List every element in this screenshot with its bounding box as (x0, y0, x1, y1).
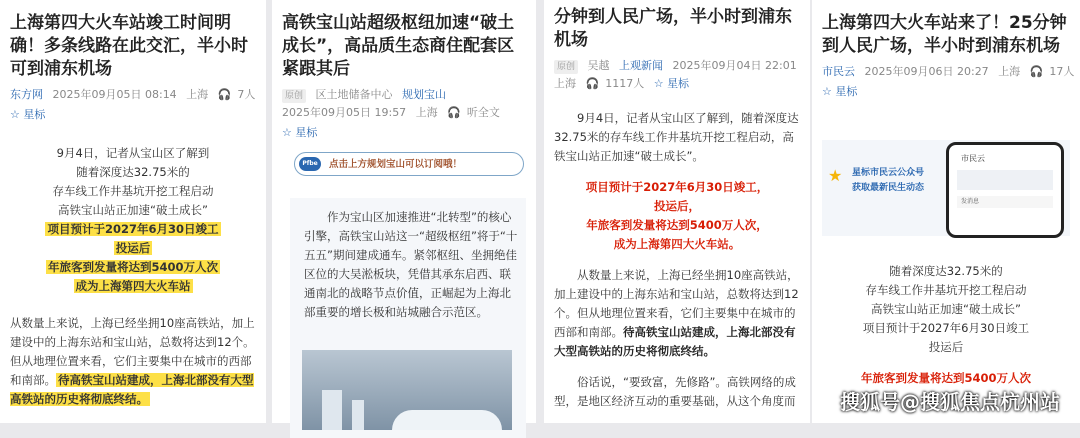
listen-icon: 🎧 (447, 106, 461, 119)
publish-date: 2025年09月05日 08:14 (52, 88, 177, 101)
station-rendering-image (302, 350, 512, 430)
paragraph-text: 从数量上来说，上海已经坐拥10座高铁站，加上建设中的上海东站和宝山站，总数将达到12个。但从地理位置来看，它们主要集中在城市的西部和南部。 (554, 268, 799, 339)
body-paragraph (554, 266, 800, 361)
publish-date: 2025年09月05日 19:57 (282, 106, 407, 119)
listen-icon: 🎧 (217, 88, 232, 101)
phone-mockup (946, 142, 1064, 238)
center-line: 存车线工作井基坑开挖工程启动 (52, 184, 214, 198)
highlight-text: 待高铁宝山站建成，上海北部没有大型高铁站的历史将彻底终结。 (10, 373, 254, 406)
paragraph-text: 作为宝山区加速推进“北转型”的核心引擎，高铁宝山站这一“超级枢纽”将于“十五五”期间建成通车。紧邻枢纽、坐拥绝佳区位的大吴淞板块，凭借其承东启西、联通南北的战略节点价值，正崛起为上海北部重要的增长极和站城融合示范区。 (304, 210, 518, 319)
article-meta (282, 86, 526, 104)
article-panel-3 (544, 0, 810, 423)
center-line: 投运后 (928, 340, 964, 354)
source-link[interactable]: 市民云 (822, 65, 855, 78)
phone-message-button: 发消息 (957, 196, 1053, 208)
original-tag: 原创 (554, 60, 578, 74)
red-line: 项目预计于2027年6月30日竣工， (585, 180, 769, 194)
listen-icon: 🎧 (1029, 65, 1044, 78)
phone-account-name: 市民云 (961, 154, 985, 163)
red-line: 年旅客到发量将达到5400万人次， (586, 218, 768, 232)
star-icon: ☆ (282, 126, 292, 139)
star-button[interactable]: ☆ 星标 (653, 77, 690, 90)
red-highlight-block (554, 178, 800, 254)
star-label: 星标 (295, 126, 318, 139)
article-meta-2 (554, 75, 800, 93)
center-line: 高铁宝山站正加速“破土成长” (871, 302, 1021, 316)
listen-icon: 🎧 (585, 77, 600, 90)
red-line: 投运后， (654, 199, 700, 213)
red-line: 成为上海第四大火车站。 (613, 237, 741, 251)
article-meta (10, 86, 256, 104)
source-link[interactable]: 东方网 (10, 88, 43, 101)
location: 上海 (998, 65, 1021, 78)
star-badge-icon: ★ (828, 166, 843, 185)
center-line: 9月4日，记者从宝山区了解到 (56, 146, 210, 160)
paragraph-text: 9月4日，记者从宝山区了解到，随着深度达32.75米的存车线工作井基坑开挖工程启动，高铁宝山站正加速“破土成长”。 (554, 111, 799, 163)
source-link[interactable]: 规划宝山 (402, 88, 447, 101)
article-title[interactable]: 分钟到人民广场，半小时到浦东机场 (554, 7, 792, 50)
body-paragraph (10, 314, 256, 409)
promo-image (822, 140, 1070, 236)
star-label: 星标 (835, 85, 858, 98)
star-button[interactable] (10, 106, 256, 124)
location: 上海 (186, 88, 209, 101)
star-label: 星标 (23, 108, 46, 121)
paragraph-text: 从数量上来说，上海已经坐拥10座高铁站，加上建设中的上海东站和宝山站，总数将达到12个。但从地理位置来看，它们主要集中在城市的西部和南部。 (10, 316, 255, 387)
listen-button[interactable]: 听全文 (466, 106, 500, 119)
highlight-line: 项目预计于2027年6月30日竣工 (47, 222, 219, 236)
publish-date: 2025年09月04日 22:01 (672, 59, 797, 72)
promo-line: 星标市民云公众号 (852, 168, 925, 178)
article-meta-2 (282, 104, 526, 122)
brand-logo: Pfbe (299, 157, 321, 171)
listener-count: 7人 (237, 88, 256, 101)
location: 上海 (554, 77, 576, 90)
source-link[interactable]: 上观新闻 (619, 59, 664, 72)
article-meta (822, 63, 1075, 81)
highlight-line: 投运后 (115, 241, 151, 255)
paragraph-text: 俗话说，“要致富，先修路”。高铁网络的成型，是地区经济互动的重要基础，从这个角度而 (554, 375, 796, 408)
article-title[interactable]: 上海第四大火车站来了！25分钟到人民广场，半小时到浦东机场 (822, 13, 1067, 56)
publish-date: 2025年09月06日 20:27 (864, 65, 989, 78)
article-panel-4 (812, 0, 1080, 423)
source1[interactable]: 区土地储备中心 (315, 88, 393, 101)
center-text (822, 262, 1070, 388)
promo-line: 获取最新民生动态 (852, 183, 925, 193)
star-button[interactable] (282, 124, 526, 142)
center-line: 随着深度达32.75米的 (76, 165, 190, 179)
center-line: 高铁宝山站正加速“破土成长” (58, 203, 208, 217)
star-icon: ☆ (10, 108, 20, 121)
article-panel-1 (0, 0, 266, 423)
original-tag: 原创 (282, 89, 306, 103)
center-line: 随着深度达32.75米的 (889, 264, 1003, 278)
author: 吴越 (587, 59, 610, 72)
center-line: 存车线工作井基坑开挖工程启动 (865, 283, 1027, 297)
article-meta (554, 57, 800, 75)
center-line: 项目预计于2027年6月30日竣工 (862, 321, 1030, 335)
sohu-watermark: 搜狐号@搜狐焦点杭州站 (840, 390, 1060, 414)
article-title[interactable]: 上海第四大火车站竣工时间明确！多条线路在此交汇，半小时可到浦东机场 (10, 13, 248, 79)
article-panel-2 (272, 0, 536, 423)
location: 上海 (415, 106, 438, 119)
article-title[interactable]: 高铁宝山站超级枢纽加速“破土成长”，高品质生态商住配套区紧跟其后 (282, 13, 515, 79)
listener-count: 1117人 (605, 77, 645, 90)
subscribe-banner[interactable] (294, 152, 524, 176)
banner-text: 点击上方规划宝山可以订阅哦！ (329, 159, 463, 170)
star-label: 星标 (667, 77, 690, 90)
bold-text: 待高铁宝山站建成，上海北部没有大型高铁站的历史将彻底终结。 (554, 325, 796, 358)
highlight-line: 年旅客到发量将达到5400万人次 (47, 260, 218, 274)
star-icon: ☆ (822, 85, 832, 98)
center-text (10, 144, 256, 296)
star-button[interactable] (822, 83, 1070, 101)
highlight-line: 成为上海第四大火车站 (75, 279, 191, 293)
red-line: 年旅客到发量将达到5400万人次 (860, 371, 1031, 385)
listener-count: 17人 (1049, 65, 1075, 78)
